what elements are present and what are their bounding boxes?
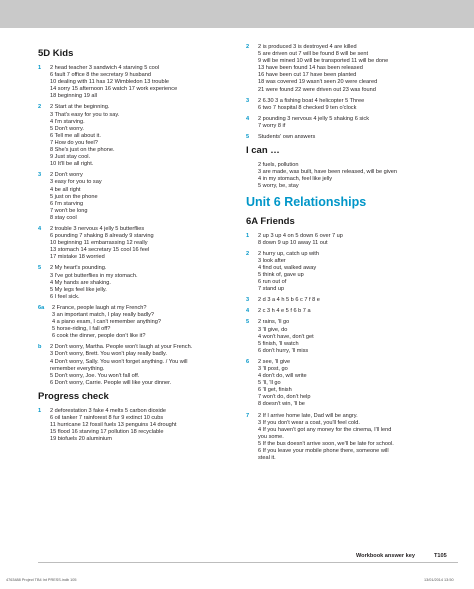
exercise-block [246,233,441,247]
answer-line: 6 I'm starving [50,200,84,207]
answer-line: 5 Don't worry, Joe. You won't fall off. [50,372,140,379]
answer-line: 6 Tell me all about it. [50,132,101,139]
answer-line: Students' own answers [258,134,316,141]
answer-line: 9 Just stay cool. [50,154,91,161]
top-header-bar [0,0,474,28]
answer-line: 10 It'll be all right. [50,161,94,168]
answer-line: 2 France, people laugh at my French? [52,304,147,311]
left-column [38,44,233,447]
section-heading: Progress check [38,390,109,402]
answer-line: 4 won't have, don't get [258,333,314,340]
answer-line: 2 up 3 up 4 on 5 down 6 over 7 up [258,232,343,239]
answer-line: 3 'll give, do [258,326,288,333]
right-column [246,44,441,466]
answer-line: 14 sorry 15 afternoon 16 watch 17 work experience [50,86,178,93]
answer-line: 8 She's just on the phone. [50,147,115,154]
answer-line: 17 mistake 18 worried [50,254,105,261]
answer-line: 2 d 3 a 4 h 5 b 6 c 7 f 8 e [258,297,320,304]
answer-line: 2 rains, 'll go [258,319,290,326]
answer-line: 2 My heart's pounding. [50,265,107,272]
answer-line: 2 c 3 h 4 e 5 f 6 b 7 a [258,308,311,315]
exercise-number: 3 [246,97,250,104]
answer-list [258,308,441,315]
answer-line: 2 deforestation 3 fake 4 melts 5 carbon dioxide [50,407,166,414]
answer-line: 18 was covered 19 wasn't seen 20 were cleared [258,79,378,86]
exercise-block [38,104,233,168]
exercise-number: 2 [246,250,250,257]
answer-list [258,251,441,294]
answer-line: 5 are driven out 7 will be found 8 will be sent [258,51,369,58]
answer-list [50,65,233,100]
exercise-number: 2 [38,104,42,111]
answer-line: 18 beginning 19 all [50,93,97,100]
answer-line: 6 two 7 hospital 8 checked 9 ten o'clock [258,104,357,111]
answer-line: 8 stay cool [50,214,77,221]
answer-line: 2 Start at the beginning. [50,104,110,111]
answer-line: 3 'll post, go [258,366,288,372]
exercise-number: 6 [246,358,250,365]
section-heading: I can … [246,145,280,157]
exercise-number: 7 [246,412,250,419]
exercise-number: 3 [38,172,42,179]
answer-line: 3 Don't worry, Brett. You won't play really badly. [50,351,167,358]
answer-line: 8 doesn't win, 'll be [258,401,305,408]
exercise-block [246,319,441,354]
answer-line: 4 don't do, will write [258,373,307,380]
answer-line: 2 is produced 3 is destroyed 4 are killed [258,44,357,50]
answer-line: 5 think of, gave up [258,271,304,278]
exercise-block [38,408,233,443]
answer-line: steal it. [258,455,276,462]
exercise-number: 5 [38,265,42,272]
answer-line: 4 find out, walked away [258,264,317,271]
answer-line: 15 flood 16 starving 17 pollution 18 recyclable [50,429,164,436]
answer-line: 2 6.30 3 a fishing boat 4 helicopter 5 Three [258,97,365,104]
answer-list [258,359,441,409]
answer-list [258,233,441,247]
answer-line: 6 pounding 7 shaking 8 already 9 starving [50,233,154,240]
answer-line: 6 If you leave your mobile phone there, someone will [258,448,389,455]
answer-line: 6 I feel sick. [50,293,80,300]
answer-line: 5 worry, be, stay [258,183,299,190]
answer-line: 6 run out of [258,279,287,286]
exercise-number: 2 [246,44,250,50]
answer-line: 10 beginning 11 embarrassing 12 really [50,240,148,247]
answer-list [50,265,233,300]
exercise-block [38,65,233,100]
answer-line: 13 have been found 14 has been released [258,65,363,72]
answer-line: 5 'll, 'll go [258,380,281,387]
answer-line: 2 trouble 3 nervous 4 jelly 5 butterflies [50,225,145,232]
answer-list [258,297,441,304]
exercise-block [246,297,441,304]
answer-line: 5 If the bus doesn't arrive soon, we'll be late for school. [258,440,394,447]
answer-line: 2 Don't worry, Martha. People won't laugh at your French. [50,344,193,351]
exercise-block [246,116,441,130]
exercise-number: 4 [246,308,250,315]
exercise-number: b [38,344,42,351]
exercise-number [246,162,258,190]
answer-line: 2 If I arrive home late, Dad will be angry. [258,412,358,419]
answer-list [258,134,441,141]
answer-line: 2 Don't worry [50,172,83,179]
exercise-block [246,98,441,112]
exercise-block [246,413,441,463]
exercise-block [246,308,441,315]
answer-line: 5 horse-riding, I fall off? [52,326,111,333]
answer-line: 3 are made, was built, have been released, will be given [258,169,397,176]
answer-line: remember everything. [50,365,105,372]
answer-line: you some. [258,433,284,440]
answer-line: 7 won't do, don't help [258,394,311,401]
answer-line: 2 pounding 3 nervous 4 jelly 5 shaking 6 sick [258,115,370,122]
answer-line: 6 cook the dinner, people don't like it? [52,333,146,340]
answer-line: 6 'll get, finish [258,387,292,394]
exercise-number: 4 [38,225,42,232]
answer-list [52,305,233,340]
exercise-number: 1 [246,232,250,239]
answer-list [258,162,441,190]
answer-line: 7 stand up [258,286,285,293]
answer-line: 6 fault 7 office 8 the secretary 9 husband [50,72,151,79]
answer-line: 3 an important match, I play really badly? [52,312,154,318]
answer-line: 21 were found 22 were driven out 23 was found [258,86,376,93]
answer-list [258,319,441,354]
exercise-number: 5 [246,134,250,141]
answer-line: 10 dealing with 11 has 12 Wimbledon 13 trouble [50,79,169,86]
answer-list [258,44,441,94]
answer-line: 9 will be mined 10 will be transported 11 will be done [258,58,389,65]
print-slug-date: 13/01/2014 13:50 [424,578,454,582]
section-heading: 5D Kids [38,48,74,59]
answer-line: 4 If you haven't got any money for the cinema, I'll lend [258,426,392,433]
page-number: T105 [434,553,447,559]
exercise-block [38,344,233,387]
footer-label: Workbook answer key [356,553,415,559]
answer-list [50,104,233,168]
answer-line: 6 Don't worry, Carrie. People will like your dinner. [50,379,172,386]
exercise-block [38,226,233,261]
exercise-block [38,172,233,222]
exercise-block [246,359,441,409]
answer-line: 4 My hands are shaking. [50,279,111,286]
answer-line: 2 see, 'll give [258,358,291,365]
answer-line: 3 If you don't wear a coat, you'll feel cold. [258,419,360,426]
answer-line: 11 hurricane 12 fossil fuels 13 penguins 14 drought [50,422,177,429]
answer-list [50,344,233,387]
answer-list [50,408,233,443]
unit-heading: Unit 6 Relationships [246,194,367,209]
exercise-block [246,162,441,190]
answer-line: 4 I'm starving. [50,118,85,125]
answer-line: 4 Don't worry, Sally. You won't forget anything. / You will [50,358,188,365]
answer-line: 7 How do you feel? [50,139,98,146]
answer-line: 2 fuels, pollution [258,162,299,169]
answer-list [50,226,233,261]
answer-line: 19 biofuels 20 aluminium [50,436,112,443]
section-heading: 6A Friends [246,215,295,227]
answer-line: 2 head teacher 3 sandwich 4 starving 5 cool [50,65,160,71]
answer-line: 5 just on the phone [50,193,98,200]
answer-line: 5 My legs feel like jelly. [50,286,107,293]
answer-line: 3 That's easy for you to say. [50,111,120,118]
answer-line: 16 have been cut 17 have been planted [258,72,357,79]
exercise-block [246,134,441,141]
answer-list [258,116,441,130]
print-slug-file: 4763488 Project TB4 Int PRESS.indb 105 [6,578,77,582]
exercise-block [246,44,441,94]
answer-line: 6 don't hurry, 'll miss [258,347,309,354]
exercise-block [38,265,233,300]
answer-line: 2 hurry up, catch up with [258,250,319,257]
answer-line: 6 oil tanker 7 rainforest 8 fur 9 extinct 10 cubs [50,415,164,422]
answer-list [258,413,441,463]
answer-line: 3 easy for you to say [50,179,102,186]
answer-line: 5 finish, 'll watch [258,340,299,347]
answer-list [258,98,441,112]
exercise-block [38,305,233,340]
answer-line: 8 down 9 up 10 away 11 out [258,239,328,246]
answer-line: 3 I've got butterflies in my stomach. [50,272,138,279]
answer-line: 5 Don't worry. [50,125,84,132]
exercise-number: 3 [246,297,250,304]
answer-line: 4 in my stomach, feel like jelly [258,176,332,183]
answer-line: 3 look after [258,257,286,264]
exercise-number: 5 [246,319,250,326]
exercise-number: 1 [38,65,42,71]
exercise-number: 1 [38,407,42,414]
exercise-block [246,251,441,294]
answer-list [50,172,233,222]
exercise-number: 6a [38,304,45,311]
footer-divider [38,562,458,563]
answer-line: 4 be all right [50,186,81,193]
answer-line: 13 stomach 14 secretary 15 cool 16 feel [50,247,150,254]
answer-line: 7 worry 8 if [258,122,286,129]
answer-line: 4 a piano exam, I can't remember anything? [52,319,161,326]
exercise-number: 4 [246,115,250,122]
answer-line: 7 won't be long [50,207,88,214]
